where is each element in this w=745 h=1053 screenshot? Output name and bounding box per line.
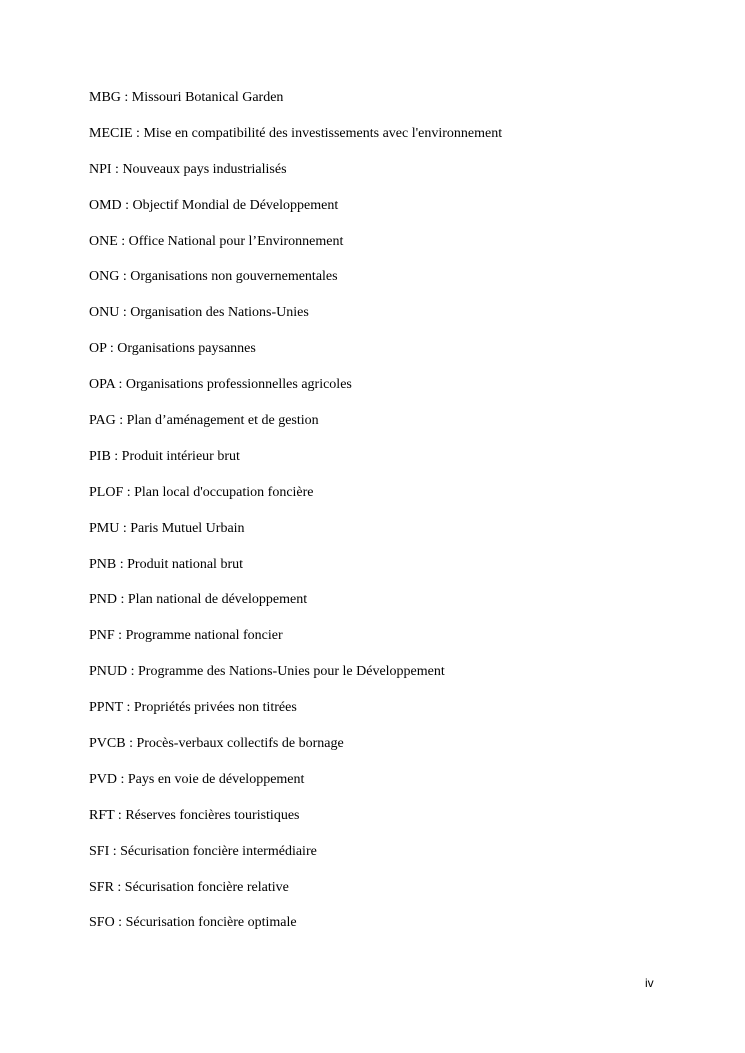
abbreviation-entry: PNF : Programme national foncier bbox=[89, 628, 283, 644]
abbreviation-entry: RFT : Réserves foncières touristiques bbox=[89, 807, 300, 823]
abbreviation-entry: ONG : Organisations non gouvernementales bbox=[89, 269, 338, 285]
abbreviation-entry: NPI : Nouveaux pays industrialisés bbox=[89, 161, 287, 177]
abbreviation-entry: PND : Plan national de développement bbox=[89, 592, 308, 608]
abbreviation-entry: PLOF : Plan local d'occupation foncière bbox=[89, 484, 314, 500]
abbreviation-entry: OP : Organisations paysannes bbox=[89, 341, 256, 357]
abbreviation-entry: PNUD : Programme des Nations-Unies pour le Développement bbox=[89, 664, 445, 680]
page-number: iv bbox=[645, 976, 654, 990]
abbreviation-entry: SFO : Sécurisation foncière optimale bbox=[89, 915, 297, 931]
abbreviation-entry: PAG : Plan d’aménagement et de gestion bbox=[89, 413, 319, 429]
abbreviation-entry: SFR : Sécurisation foncière relative bbox=[89, 879, 289, 895]
abbreviation-entry: ONU : Organisation des Nations-Unies bbox=[89, 305, 309, 321]
abbreviation-entry: PNB : Produit national brut bbox=[89, 556, 243, 572]
abbreviation-entry: SFI : Sécurisation foncière intermédiaire bbox=[89, 843, 317, 859]
abbreviation-entry: PMU : Paris Mutuel Urbain bbox=[89, 520, 245, 536]
abbreviation-entry: OPA : Organisations professionnelles agricoles bbox=[89, 377, 352, 393]
abbreviation-entry: PVD : Pays en voie de développement bbox=[89, 771, 305, 787]
abbreviation-entry: PPNT : Propriétés privées non titrées bbox=[89, 700, 297, 716]
abbreviation-list bbox=[89, 89, 502, 950]
abbreviation-entry: PVCB : Procès-verbaux collectifs de bornage bbox=[89, 736, 344, 752]
abbreviation-entry: MECIE : Mise en compatibilité des investissements avec l'environnement bbox=[89, 125, 503, 141]
abbreviation-entry: PIB : Produit intérieur brut bbox=[89, 448, 240, 464]
abbreviation-entry: OMD : Objectif Mondial de Développement bbox=[89, 197, 339, 213]
abbreviation-entry: ONE : Office National pour l’Environnement bbox=[89, 233, 344, 249]
abbreviation-entry: MBG : Missouri Botanical Garden bbox=[89, 90, 284, 105]
